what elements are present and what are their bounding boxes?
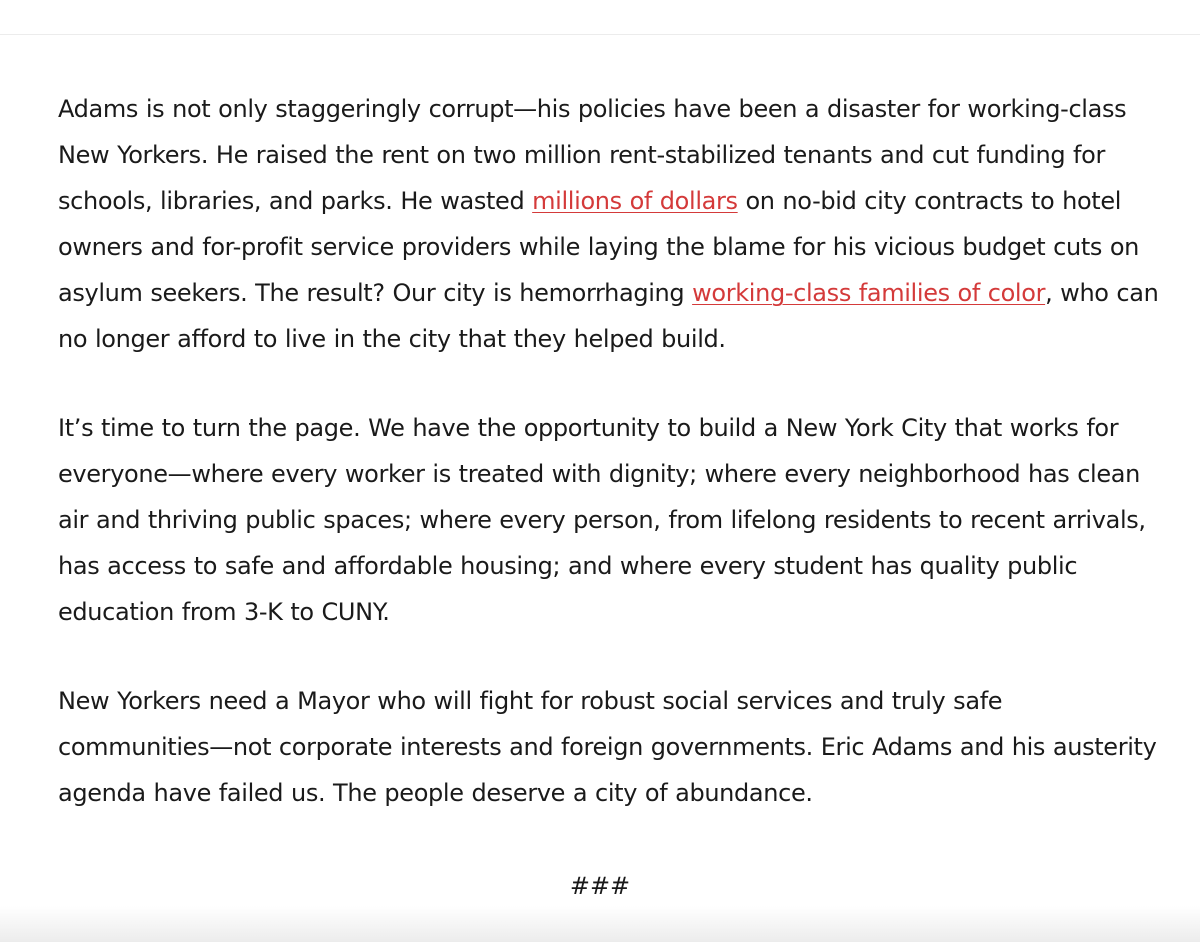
paragraph-turn-the-page: [58, 405, 1160, 635]
article-body: [58, 86, 1160, 859]
working-class-families-link[interactable]: working-class families of color: [692, 279, 1046, 307]
end-of-release-mark: ###: [569, 872, 631, 900]
paragraph-text: , who can no longer afford to live in the city that they helped build.: [58, 279, 1159, 353]
millions-of-dollars-link[interactable]: millions of dollars: [532, 187, 738, 215]
paragraph-text: on no-bid city contracts to hotel owners and for-profit service providers while laying the blame for his vicious budget cuts on asylum seekers. The result? Our city is hemorrhaging: [58, 187, 1140, 307]
paragraph-city-of-abundance: [58, 678, 1160, 816]
paragraph-text: New Yorkers need a Mayor who will fight for robust social services and truly safe communities—not corporate interests and foreign governments. Eric Adams and his austerity agenda have failed us. The people deserve a city of abundance.: [58, 687, 1157, 807]
paragraph-text: It’s time to turn the page. We have the opportunity to build a New York City that works for everyone—where every worker is treated with dignity; where every neighborhood has clean air and thriving public spaces; where every person, from lifelong residents to recent arrivals, has access to safe and affordable housing; and where every student has quality public education from 3-K to CUNY.: [58, 414, 1146, 626]
top-divider: [0, 34, 1200, 35]
paragraph-text: Adams is not only staggeringly corrupt—his policies have been a disaster for working-class New Yorkers. He raised the rent on two million rent-stabilized tenants and cut funding for schools, libraries, and parks. He wasted: [58, 95, 1127, 215]
paragraph-adams-record: [58, 86, 1160, 362]
bottom-fade: [0, 906, 1200, 942]
